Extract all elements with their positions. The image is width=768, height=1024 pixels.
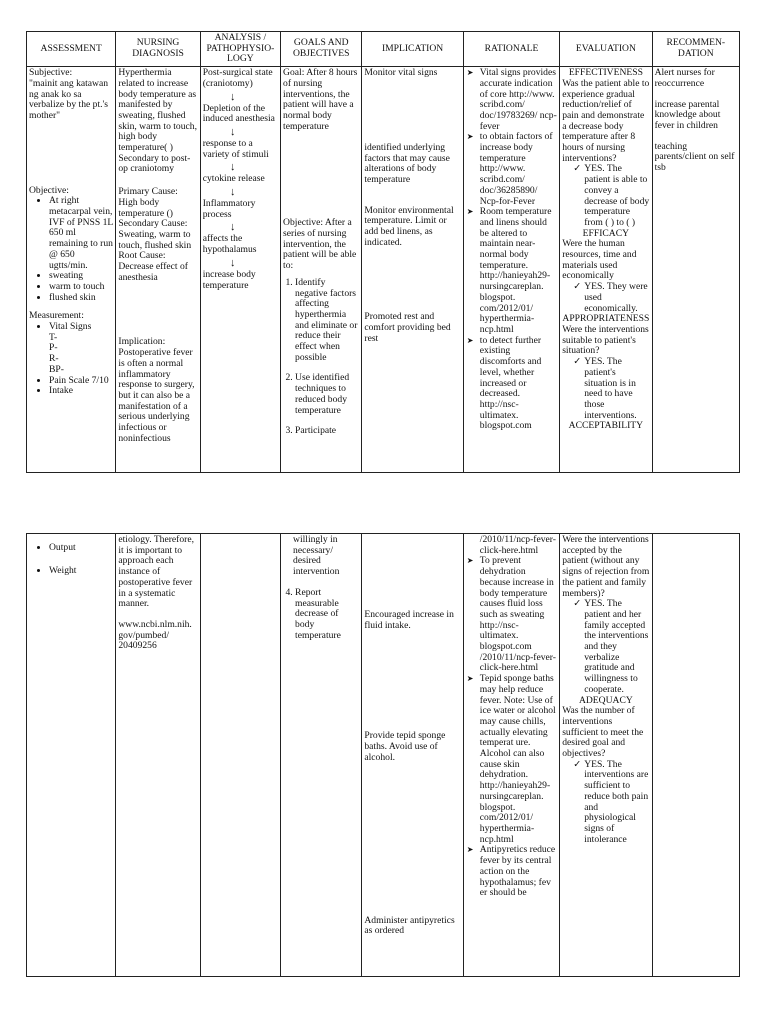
implication-cell [362, 67, 463, 473]
vital-t: T- [49, 331, 58, 343]
eval-question: Were the human resources, time and materials used economically [562, 238, 637, 282]
recommendation-item: increase parental knowledge about fever in children [654, 98, 721, 131]
down-arrow-icon: ↓ [229, 161, 236, 174]
list-item: ➤ To prevent dehydration because increase in body temperature causes fluid loss such as sweating http://nsc-ultimatex. blogspot.com /2010/11/ncp-fever-click-here.html [480, 556, 557, 674]
table-row [27, 67, 740, 473]
table-row [27, 534, 740, 977]
list-item: • Weight [49, 566, 113, 577]
eval-answer-list [562, 164, 649, 228]
list-item: • At right metacarpal vein, IVF of PNSS 1L 650 ml remaining to run @ 650 ugtts/min. [49, 196, 113, 271]
eval-answer-list [562, 760, 649, 846]
recommendation-cell [652, 534, 739, 977]
eval-question: Were the interventions suitable to patient's situation? [562, 323, 649, 357]
recommendation-item: Alert nurses for reoccurrence [654, 67, 715, 89]
header-evaluation: EVALUATION [560, 32, 652, 67]
list-item: • warm to touch [49, 282, 113, 293]
care-plan-table-page-2 [26, 533, 740, 977]
list-item: 4. Report measurable decrease of body temperature [295, 588, 359, 642]
diagnosis-reference: www.ncbi.nlm.nih. gov/pumbed/ 20409256 [118, 618, 192, 652]
care-plan-table-page-1 [26, 31, 740, 473]
implication-item: Monitor environmental temperature. Limit or add bed linens, as indicated. [364, 204, 454, 248]
objective-label: Objective: [29, 184, 69, 196]
down-arrow-icon: ↓ [229, 256, 236, 269]
analysis-step: Inflammatory process [202, 198, 256, 220]
analysis-step: Post-surgical state (craniotomy) [202, 67, 273, 89]
evaluation-cell [560, 67, 652, 473]
eval-answer-list [562, 282, 649, 314]
analysis-step: affects the hypothalamus [202, 233, 257, 256]
diagnosis-cell [116, 67, 200, 473]
rationale-continued: /2010/11/ncp-fever-click-here.html [479, 534, 556, 556]
goals-cell [281, 534, 362, 977]
recommendation-cell [652, 67, 739, 473]
objective-intro: Objective: After a series of nursing intervention, the patient will be able to: [283, 217, 357, 272]
recommendation-item: teaching parents/client on self tsb [654, 140, 735, 174]
header-implication: IMPLICATION [362, 32, 463, 67]
implication-cell [362, 534, 463, 977]
analysis-step: Depletion of the induced anesthesia [202, 102, 275, 125]
list-item [49, 322, 113, 376]
rationale-cell [463, 67, 559, 473]
eval-heading: ADEQUACY [578, 694, 633, 706]
implication-item: identified underlying factors that may cause alterations of body temperature [364, 141, 450, 185]
primary-cause: Primary Cause: High body temperature () [118, 186, 178, 219]
diagnosis-text: etiology. Therefore, it is important to approach each instance of postoperative fever in a systematic manner. [118, 534, 195, 610]
rationale-list [466, 556, 557, 899]
measurement-label: Measurement: [29, 310, 84, 322]
list-item: ✓ YES. The patient is able to convey a decrease of body temperature from ( ) to ( ) [584, 164, 649, 228]
list-item: ➤ Room temperature and linens should be altered to maintain near-normal body temperature. http://hanieyah29-nursingcareplan. blogspot. com/2012/01/ hyperthermia-ncp.html [480, 207, 557, 335]
eval-heading: ACCEPTABILITY [568, 420, 644, 432]
objectives-list [283, 278, 359, 437]
header-analysis: ANALYSIS / PATHOPHYSIO-LOGY [200, 32, 280, 67]
objectives-list [283, 588, 359, 642]
subjective-label: Subjective: [29, 67, 73, 79]
secondary-cause: Secondary Cause: Sweating, warm to touch, flushed skin [118, 218, 192, 251]
header-recommendation: RECOMMEN-DATION [652, 32, 739, 67]
implication-item: Monitor vital signs [364, 67, 438, 79]
down-arrow-icon: ↓ [229, 125, 236, 138]
down-arrow-icon: ↓ [229, 90, 236, 103]
header-nursing-diagnosis: NURSING DIAGNOSIS [116, 32, 200, 67]
eval-question: Was the patient able to experience gradual reduction/relief of pain and demonstrate a decrease body temperature after 8 hours of nursing interventions? [562, 77, 650, 164]
list-item: ➤ to obtain factors of increase body temperature http://www. scribd.com/ doc/36285890/ Ncp-for-Fever [480, 132, 557, 207]
down-arrow-icon: ↓ [229, 221, 236, 234]
implication-item: Administer antipyretics as ordered [364, 914, 455, 937]
analysis-cell [200, 67, 280, 473]
objective-list [29, 196, 113, 303]
rationale-list [466, 68, 557, 432]
diagnosis-cell [116, 534, 200, 977]
goals-cell [281, 67, 362, 473]
eval-heading: EFFICACY [582, 227, 630, 239]
implication-item: Provide tepid sponge baths. Avoid use of alcohol. [364, 730, 446, 763]
down-arrow-icon: ↓ [229, 186, 236, 199]
list-item: 1. Identify negative factors affecting hyperthermia and eliminate or reduce their effect when possible [295, 278, 359, 364]
goal-text: Goal: After 8 hours of nursing interventions, the patient will have a normal body temperature [283, 67, 358, 132]
evaluation-cell [560, 534, 652, 977]
header-assessment: ASSESSMENT [27, 32, 116, 67]
root-cause: Root Cause: Decrease effect of anesthesia [118, 250, 188, 283]
list-item: • Intake [49, 386, 113, 397]
list-item: 3. Participate [295, 426, 359, 437]
assessment-cell [27, 67, 116, 473]
eval-question: Was the number of interventions sufficient to meet the desired goal and objectives? [562, 705, 644, 760]
analysis-step: increase body temperature [202, 268, 256, 291]
goal-continued: willingly in necessary/ desired intervention [293, 534, 340, 578]
implication-item: Encouraged increase in fluid intake. [364, 609, 454, 631]
table-header-row [27, 32, 740, 67]
implication-item: Promoted rest and comfort providing bed rest [364, 311, 451, 344]
list-item: ✓ YES. They were used economically. [584, 282, 649, 314]
vital-signs-label: Vital Signs [49, 321, 92, 333]
assessment-cell [27, 534, 116, 977]
eval-heading: EFFECTIVENESS [568, 67, 643, 79]
eval-heading: APPROPRIATENESS [562, 313, 650, 325]
diagnosis-implication: Implication: Postoperative fever is often a normal inflammatory response to surgery, but it can also be a manifestation of a serious underlying infectious or noninfectious [118, 336, 195, 444]
list-item: • sweating [49, 271, 113, 282]
list-item: ➤ Antipyretics reduce fever by its central action on the hypothalamus; fev er should be [480, 845, 557, 899]
list-item: • flushed skin [49, 293, 113, 304]
header-rationale: RATIONALE [463, 32, 559, 67]
list-item: ✓ YES. The patient's situation is in need to have those interventions. [584, 357, 649, 421]
list-item: ✓ YES. The interventions are sufficient to reduce both pain and physiological signs of intolerance [584, 760, 649, 846]
list-item: • Pain Scale 7/10 [49, 376, 113, 387]
list-item: 2. Use identified techniques to reduced body temperature [295, 373, 359, 416]
analysis-cell [200, 534, 280, 977]
diagnosis-main: Hyperthermia related to increase body temperature as manifested by sweating, flushed skin, warm to touch, high body temperature( ) Secondary to post-op craniotomy [118, 67, 197, 175]
vital-p: P- [49, 342, 58, 354]
eval-question: Were the interventions accepted by the patient (without any signs of rejection from the patient and family members)? [562, 534, 650, 599]
measurement-list [29, 322, 113, 397]
header-goals: GOALS AND OBJECTIVES [281, 32, 362, 67]
subjective-text: "mainit ang katawan ng anak ko sa verbalize by the pt.'s mother" [29, 77, 109, 121]
vital-bp: BP- [49, 363, 64, 375]
vital-r: R- [49, 353, 59, 365]
eval-answer-list [562, 357, 649, 421]
list-item: ➤ to detect further existing discomforts and level, whether increased or decreased. http://nsc-ultimatex. blogspot.com [480, 336, 557, 432]
list-item: ➤ Vital signs provides accurate indication of core http://www. scribd.com/ doc/19783269/ ncp-fever [480, 68, 557, 132]
measurement-list [29, 543, 113, 576]
analysis-step: cytokine release [202, 173, 265, 185]
list-item: ✓ YES. The patient and her family accepted the interventions and they verbalize gratitude and willingness to cooperate. [584, 599, 649, 695]
list-item: ➤ Tepid sponge baths may help reduce fever. Note: Use of ice water or alcohol may cause chills, actually elevating temperat ure. Alcohol can also cause skin dehydration. http://hanieyah29-nursingcareplan. blogspot. com/2012/01/ hyperthermia-ncp.html [480, 674, 557, 845]
eval-answer-list [562, 599, 649, 695]
rationale-cell [463, 534, 559, 977]
list-item: • Output [49, 543, 113, 554]
analysis-step: response to a variety of stimuli [202, 137, 269, 160]
